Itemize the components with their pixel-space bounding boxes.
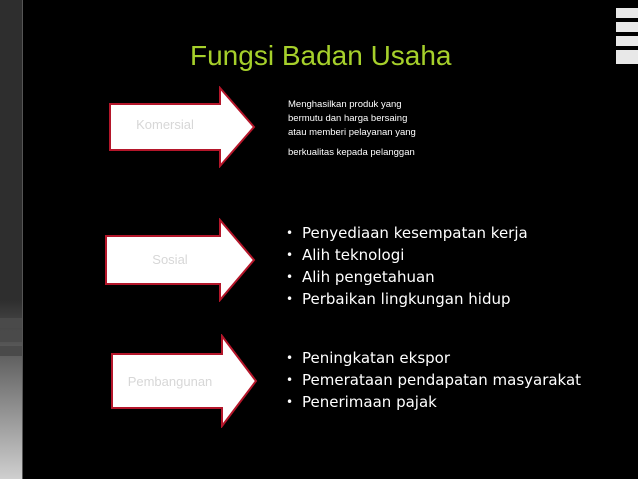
bullet-icon: • (286, 292, 294, 306)
left-decor-stripes (0, 300, 22, 390)
slide-title: Fungsi Badan Usaha (190, 40, 452, 71)
stripe (0, 346, 22, 356)
arrow-label-pembangunan: Pembangunan (127, 374, 213, 389)
stripe (616, 22, 638, 32)
komersial-description (288, 98, 448, 160)
bullet-text: Penerimaan pajak (302, 393, 437, 411)
sosial-bullet-list (286, 222, 528, 310)
arrow-label-komersial: Komersial (136, 117, 194, 132)
left-decor-bar (0, 0, 23, 479)
stripe (0, 332, 22, 342)
bullet-text: Peningkatan ekspor (302, 349, 451, 367)
description-line: bermutu dan harga bersaing (288, 113, 408, 124)
bullet-text: Alih teknologi (302, 246, 405, 264)
bullet-text: Perbaikan lingkungan hidup (302, 290, 511, 308)
list-item (286, 347, 581, 369)
description-line: berkualitas kepada pelanggan (288, 147, 415, 158)
list-item (286, 369, 581, 391)
arrow-label-sosial: Sosial (152, 252, 188, 267)
stripe (616, 36, 638, 46)
description-line: Menghasilkan produk yang (288, 99, 402, 110)
bullet-icon: • (286, 395, 294, 409)
bullet-text: Alih pengetahuan (302, 268, 435, 286)
stripe (616, 50, 638, 64)
right-decor-stripes (616, 0, 638, 90)
bullet-icon: • (286, 248, 294, 262)
bullet-text: Penyediaan kesempatan kerja (302, 224, 528, 242)
list-item (286, 244, 528, 266)
pembangunan-bullet-list (286, 347, 581, 413)
description-line: atau memberi pelayanan yang (288, 127, 416, 138)
list-item (286, 222, 528, 244)
bullet-text: Pemerataan pendapatan masyarakat (302, 371, 582, 389)
stripe (616, 8, 638, 18)
bullet-icon: • (286, 351, 294, 365)
list-item (286, 288, 528, 310)
list-item (286, 266, 528, 288)
stripe (0, 318, 22, 328)
list-item (286, 391, 581, 413)
bullet-icon: • (286, 270, 294, 284)
bullet-icon: • (286, 373, 294, 387)
bullet-icon: • (286, 226, 294, 240)
